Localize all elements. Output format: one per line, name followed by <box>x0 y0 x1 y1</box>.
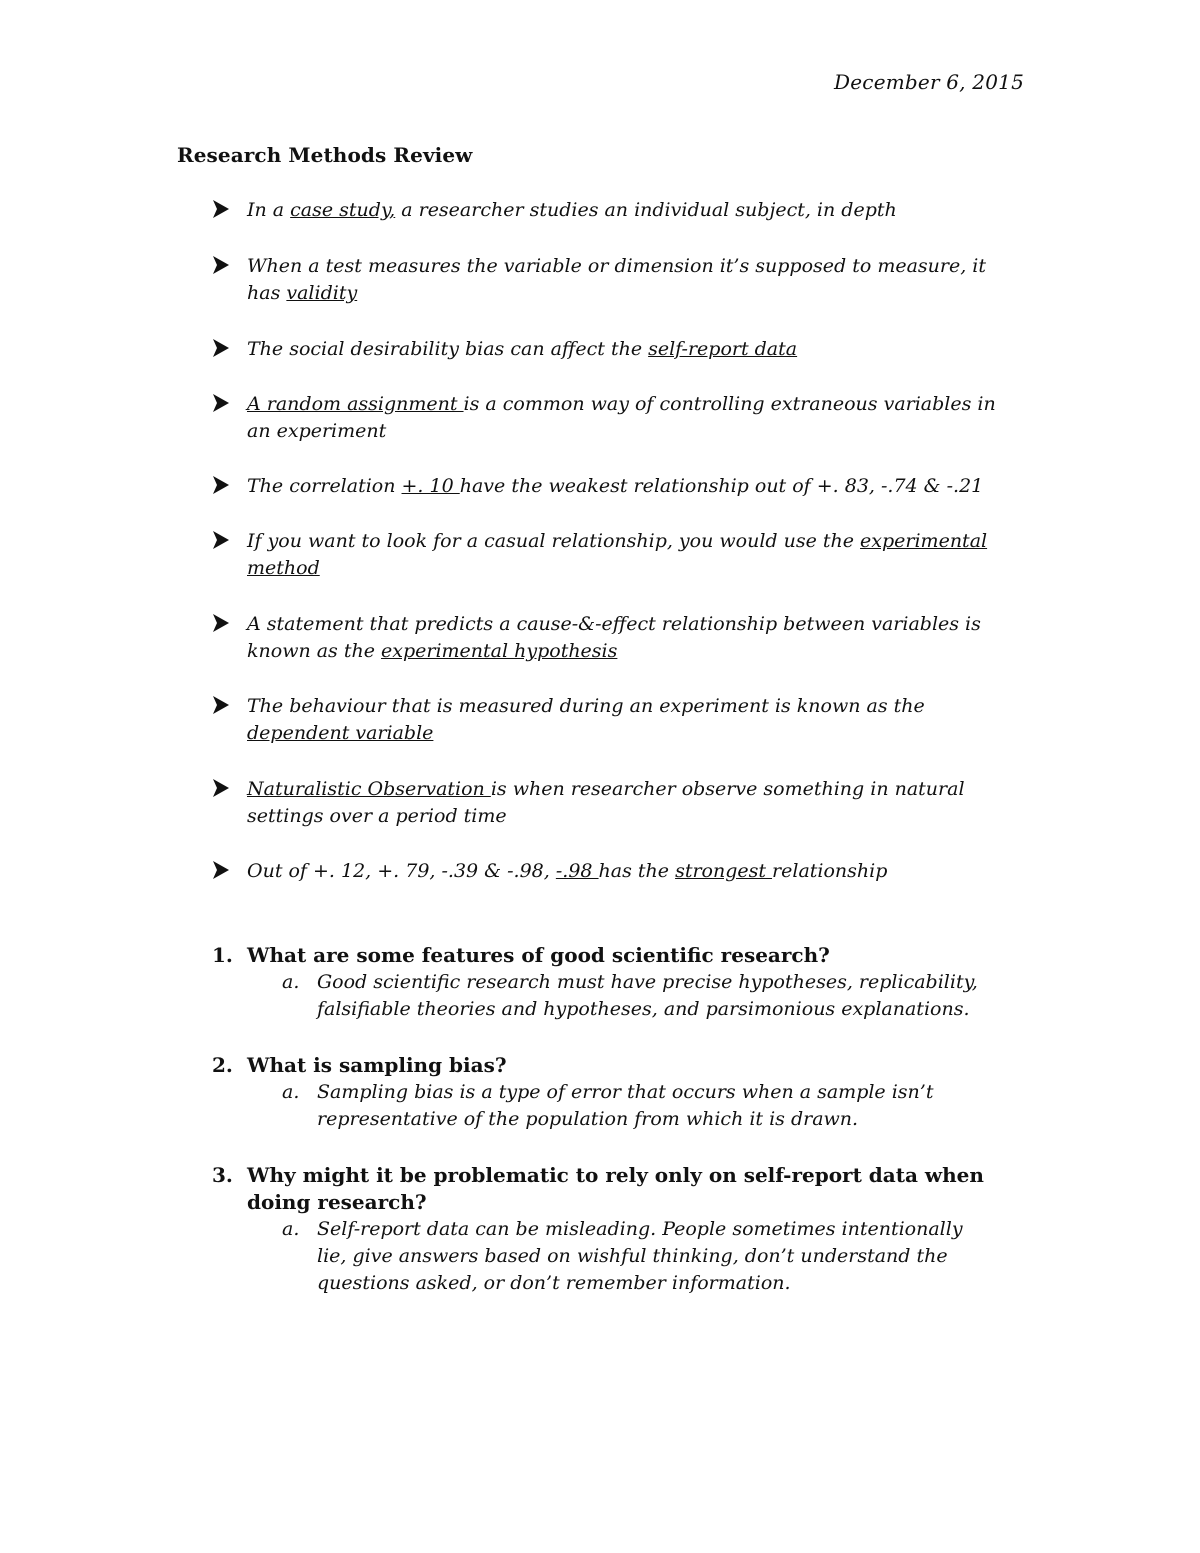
answer <box>282 1216 982 1297</box>
text-run: Out of +. 12, +. 79, -.39 & -.98, <box>247 860 556 882</box>
underlined-term: experimental hypothesis <box>381 640 618 662</box>
bullet-text <box>247 197 1012 224</box>
bullet-text <box>247 528 1012 582</box>
underlined-term: A random assignment <box>247 393 464 415</box>
answer-letter: a. <box>282 971 300 993</box>
bullet-text <box>247 776 1012 830</box>
bullet-item <box>212 693 1012 747</box>
arrowhead-bullet-icon <box>212 338 230 358</box>
question-number: 3. <box>212 1163 233 1187</box>
answer-text: Self-report data can be misleading. People sometimes intentionally lie, give answers based on wishful thinking, don’t understand the questions asked, or don’t remember information. <box>317 1218 963 1294</box>
bullet-item <box>212 528 1012 582</box>
bullet-text <box>247 693 1012 747</box>
question-text: What is sampling bias? <box>247 1053 507 1077</box>
bullet-text <box>247 253 1012 307</box>
underlined-term: experimental method <box>247 530 988 579</box>
bullet-text <box>247 611 1012 665</box>
bullet-text <box>247 391 1012 445</box>
answer-letter: a. <box>282 1218 300 1240</box>
arrowhead-bullet-icon <box>212 695 230 715</box>
underlined-term: Naturalistic Observation <box>247 778 491 800</box>
question-number: 2. <box>212 1053 233 1077</box>
underlined-term: dependent variable <box>247 722 434 744</box>
text-run: In a <box>247 199 291 221</box>
arrowhead-bullet-icon <box>212 393 230 413</box>
text-run: has the <box>598 860 676 882</box>
arrowhead-bullet-icon <box>212 613 230 633</box>
answer-letter: a. <box>282 1081 300 1103</box>
underlined-term: +. 10 <box>401 475 460 497</box>
arrowhead-bullet-icon <box>212 778 230 798</box>
text-run: is a common way of controlling extraneous variables in an experiment <box>247 393 996 442</box>
bullet-item <box>212 611 1012 665</box>
bullet-text <box>247 473 1012 500</box>
arrowhead-bullet-icon <box>212 860 230 880</box>
bullet-item <box>212 776 1012 830</box>
text-run: A statement that predicts a cause-&-effect relationship between variables is known as the <box>247 613 981 662</box>
text-run: have the weakest relationship out of +. 83, -.74 & -.21 <box>459 475 984 497</box>
bullet-item <box>212 473 1012 500</box>
text-run: The social desirability bias can affect the <box>247 338 649 360</box>
underlined-term: -.98 <box>555 860 599 882</box>
bullet-item <box>212 197 1012 224</box>
bullet-item <box>212 391 1012 445</box>
underlined-term: self-report data <box>648 338 798 360</box>
text-run: a researcher studies an individual subject, in depth <box>395 199 897 221</box>
text-run: When a test measures the variable or dimension it’s supposed to measure, it has <box>247 255 987 304</box>
text-run: relationship <box>772 860 888 882</box>
text-run: is when researcher observe something in natural settings over a period time <box>247 778 965 827</box>
bullet-item <box>212 253 1012 307</box>
answer-text: Sampling bias is a type of error that occurs when a sample isn’t representative of the population from which it is drawn. <box>317 1081 934 1130</box>
question-item <box>212 1052 1032 1133</box>
bullet-text <box>247 858 1012 885</box>
bullet-text <box>247 336 1012 363</box>
answer <box>282 1079 982 1133</box>
bullet-item <box>212 336 1012 363</box>
bullet-item <box>212 858 1012 885</box>
underlined-term: strongest <box>675 860 773 882</box>
underlined-term: case study, <box>290 199 396 221</box>
question-number: 1. <box>212 943 233 967</box>
text-run: If you want to look for a casual relationship, you would use the <box>247 530 861 552</box>
page-title: Research Methods Review <box>177 143 473 167</box>
date-line: December 6, 2015 <box>834 70 1024 94</box>
text-run: The behaviour that is measured during an experiment is known as the <box>247 695 925 717</box>
underlined-term: validity <box>286 282 358 304</box>
arrowhead-bullet-icon <box>212 530 230 550</box>
arrowhead-bullet-icon <box>212 475 230 495</box>
answer <box>282 969 982 1023</box>
arrowhead-bullet-icon <box>212 255 230 275</box>
question-text: What are some features of good scientific research? <box>247 943 830 967</box>
answer-text: Good scientific research must have precise hypotheses, replicability, falsifiable theories and hypotheses, and parsimonious explanations. <box>317 971 978 1020</box>
question-item <box>212 942 1032 1023</box>
question-text: Why might it be problematic to rely only on self-report data when doing research? <box>247 1163 984 1214</box>
arrowhead-bullet-icon <box>212 199 230 219</box>
text-run: The correlation <box>247 475 402 497</box>
question-item <box>212 1162 1032 1297</box>
